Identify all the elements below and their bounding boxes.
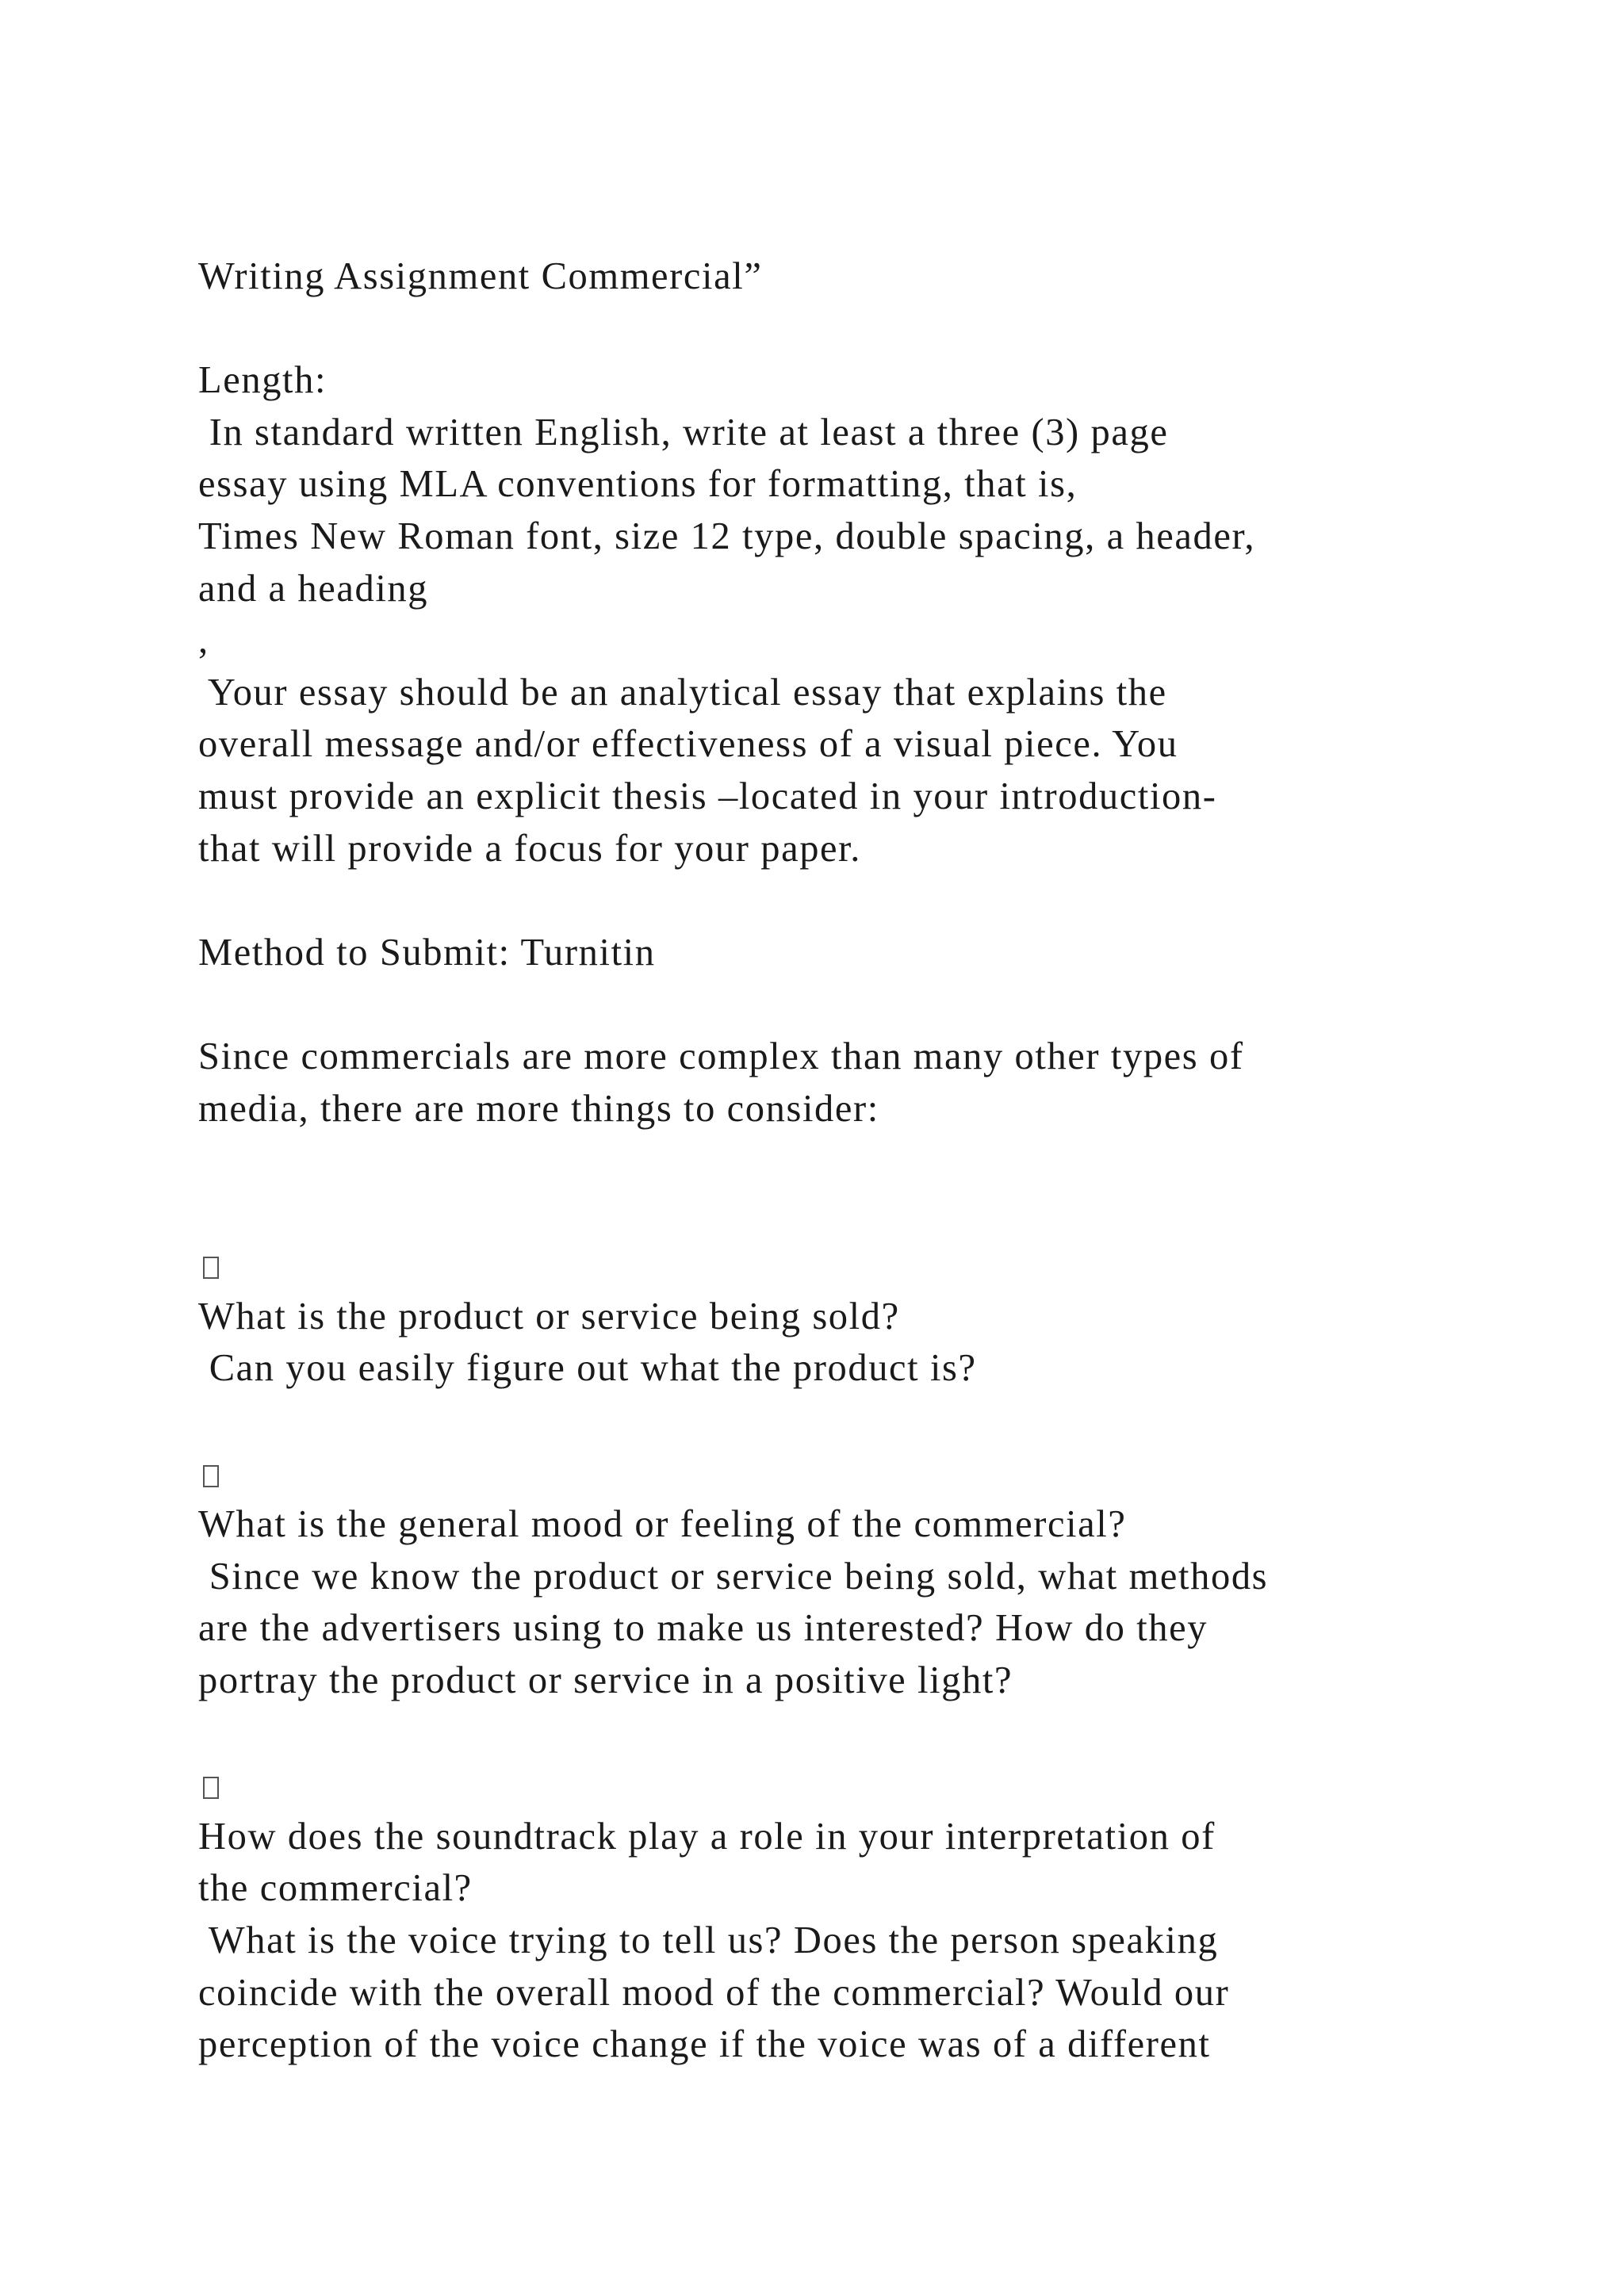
checkbox-glyph-icon: [203, 1257, 219, 1279]
length-text-line: Times New Roman font, size 12 type, double spacing, a header,: [198, 515, 1256, 557]
blank-line: [198, 978, 1507, 1031]
submit-method: Method to Submit: Turnitin: [198, 931, 656, 974]
question-bullet: [198, 1238, 1507, 1291]
blank-line: [198, 303, 1507, 355]
description-line: must provide an explicit thesis –located in your introduction-: [198, 775, 1217, 817]
question-detail: Can you easily figure out what the product is?: [198, 1347, 977, 1390]
length-text-line: essay using MLA conventions for formatting, that is,: [198, 463, 1078, 506]
question-bullet: [198, 1447, 1507, 1499]
description-line: that will provide a focus for your paper.: [198, 827, 861, 870]
description-line: Your essay should be an analytical essay that explains the: [198, 671, 1167, 714]
question-detail: perception of the voice change if the voice was of a different: [198, 2023, 1211, 2066]
blank-line: [198, 1187, 1507, 1239]
question-detail: What is the voice trying to tell us? Does the person speaking: [198, 1919, 1219, 1961]
checkbox-glyph-icon: [203, 1777, 219, 1799]
blank-line: [198, 1707, 1507, 1759]
length-label: Length:: [198, 359, 327, 402]
blank-line: [198, 1135, 1507, 1187]
intro-line: media, there are more things to consider:: [198, 1087, 879, 1130]
length-text-line: In standard written English, write at least a three (3) page: [198, 411, 1169, 453]
blank-line: [198, 874, 1507, 927]
question-detail: portray the product or service in a positive light?: [198, 1659, 1013, 1702]
intro-line: Since commercials are more complex than many other types of: [198, 1035, 1244, 1077]
question-text: How does the soundtrack play a role in your interpretation of: [198, 1815, 1216, 1858]
document-body: [198, 251, 1507, 2071]
question-text: What is the general mood or feeling of the commercial?: [198, 1503, 1127, 1546]
question-text: What is the product or service being sold?: [198, 1295, 900, 1337]
checkbox-glyph-icon: [203, 1465, 219, 1487]
description-line: overall message and/or effectiveness of a visual piece. You: [198, 723, 1178, 766]
blank-line: [198, 1395, 1507, 1447]
question-detail: coincide with the overall mood of the commercial? Would our: [198, 1971, 1230, 2014]
question-detail: Since we know the product or service being sold, what methods: [198, 1555, 1269, 1598]
question-text: the commercial?: [198, 1867, 473, 1910]
length-text-line: and a heading: [198, 567, 429, 610]
question-bullet: [198, 1758, 1507, 1811]
question-detail: are the advertisers using to make us interested? How do they: [198, 1607, 1208, 1650]
stray-comma: ,: [198, 619, 209, 662]
document-title: Writing Assignment Commercial”: [198, 255, 763, 297]
